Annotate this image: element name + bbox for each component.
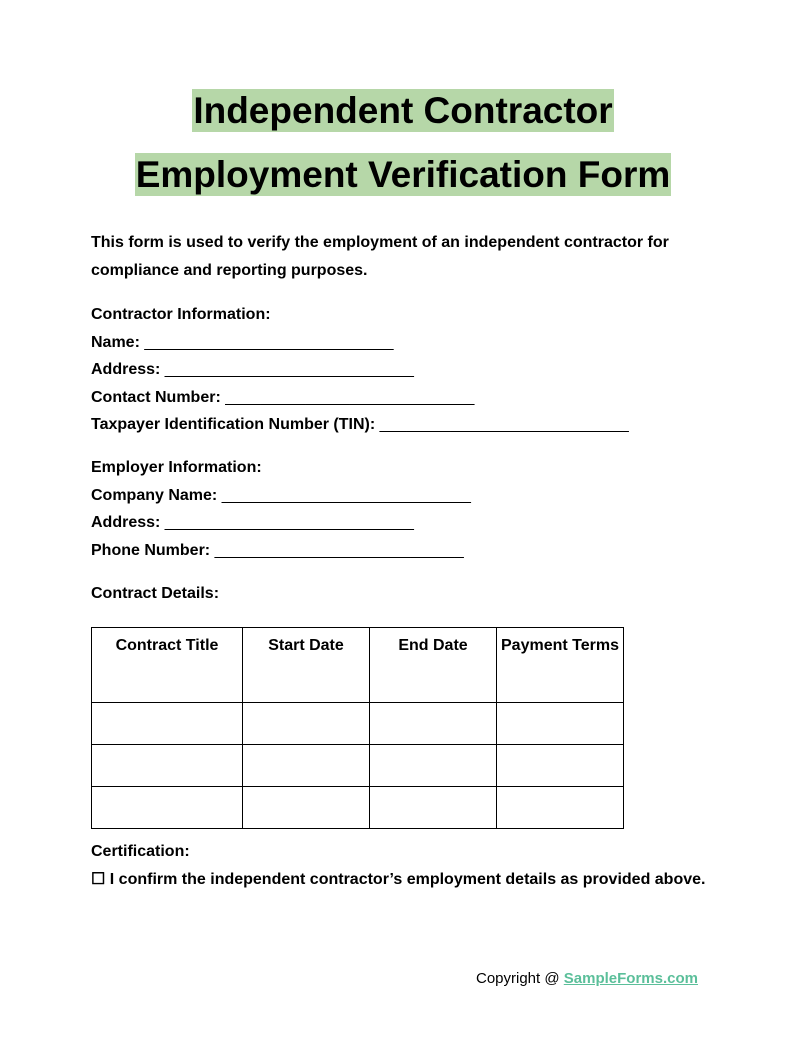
- contractor-heading: Contractor Information:: [91, 306, 271, 323]
- title-line-2-wrap: [0, 153, 806, 196]
- table-cell[interactable]: [370, 703, 497, 745]
- table-cell[interactable]: [92, 703, 243, 745]
- table-cell[interactable]: [243, 787, 370, 829]
- contractor-address-label: Address:: [91, 361, 165, 378]
- certification-heading: Certification:: [91, 843, 190, 860]
- column-header-payment-terms: Payment Terms: [497, 628, 624, 703]
- column-header-end-date: End Date: [370, 628, 497, 703]
- table-header-row: [92, 628, 624, 703]
- employer-address-blank[interactable]: ____________________________: [164, 514, 414, 531]
- copyright-prefix: Copyright @: [476, 970, 564, 987]
- table-cell[interactable]: [370, 787, 497, 829]
- contract-heading: Contract Details:: [91, 585, 220, 602]
- intro-line-2: compliance and reporting purposes.: [91, 262, 368, 279]
- table-cell[interactable]: [370, 745, 497, 787]
- contractor-contact-label: Contact Number:: [91, 389, 226, 406]
- table-row: [92, 787, 624, 829]
- certification-statement: [91, 870, 705, 890]
- table-row: [92, 703, 624, 745]
- column-header-contract-title: Contract Title: [92, 628, 243, 703]
- contractor-name-blank[interactable]: ____________________________: [144, 334, 394, 351]
- contractor-address-field[interactable]: [91, 360, 414, 380]
- certification-text: I confirm the independent contractor’s employment details as provided above.: [105, 871, 706, 888]
- contractor-name-label: Name:: [91, 334, 145, 351]
- employer-phone-field[interactable]: [91, 541, 464, 561]
- table-cell[interactable]: [243, 703, 370, 745]
- contractor-contact-field[interactable]: [91, 388, 474, 408]
- sampleforms-link[interactable]: SampleForms.com: [563, 970, 698, 987]
- contractor-contact-blank[interactable]: ____________________________: [225, 389, 475, 406]
- contractor-address-blank[interactable]: ____________________________: [164, 361, 414, 378]
- copyright-footer: [476, 970, 698, 987]
- contractor-name-field[interactable]: [91, 333, 394, 353]
- employer-address-label: Address:: [91, 514, 165, 531]
- title-line-1-wrap: [0, 89, 806, 132]
- contractor-tin-field[interactable]: [91, 415, 629, 435]
- form-title-line-2: Employment Verification Form: [135, 154, 671, 195]
- column-header-start-date: Start Date: [243, 628, 370, 703]
- employer-company-label: Company Name:: [91, 487, 222, 504]
- employer-phone-blank[interactable]: ____________________________: [214, 542, 464, 559]
- employer-company-blank[interactable]: ____________________________: [221, 487, 471, 504]
- table-cell[interactable]: [497, 703, 624, 745]
- table-cell[interactable]: [92, 787, 243, 829]
- certification-checkbox[interactable]: ☐: [91, 871, 106, 888]
- intro-line-1: This form is used to verify the employment of an independent contractor for: [91, 234, 669, 251]
- employer-heading: Employer Information:: [91, 459, 262, 476]
- employer-company-field[interactable]: [91, 486, 471, 506]
- form-title-line-1: Independent Contractor: [193, 90, 613, 131]
- employer-phone-label: Phone Number:: [91, 542, 215, 559]
- table-row: [92, 745, 624, 787]
- table-cell[interactable]: [497, 745, 624, 787]
- table-cell[interactable]: [243, 745, 370, 787]
- contractor-tin-label: Taxpayer Identification Number (TIN):: [91, 416, 380, 433]
- contractor-tin-blank[interactable]: ____________________________: [379, 416, 629, 433]
- employer-address-field[interactable]: [91, 513, 414, 533]
- contract-details-table: [91, 627, 624, 829]
- table-cell[interactable]: [92, 745, 243, 787]
- table-cell[interactable]: [497, 787, 624, 829]
